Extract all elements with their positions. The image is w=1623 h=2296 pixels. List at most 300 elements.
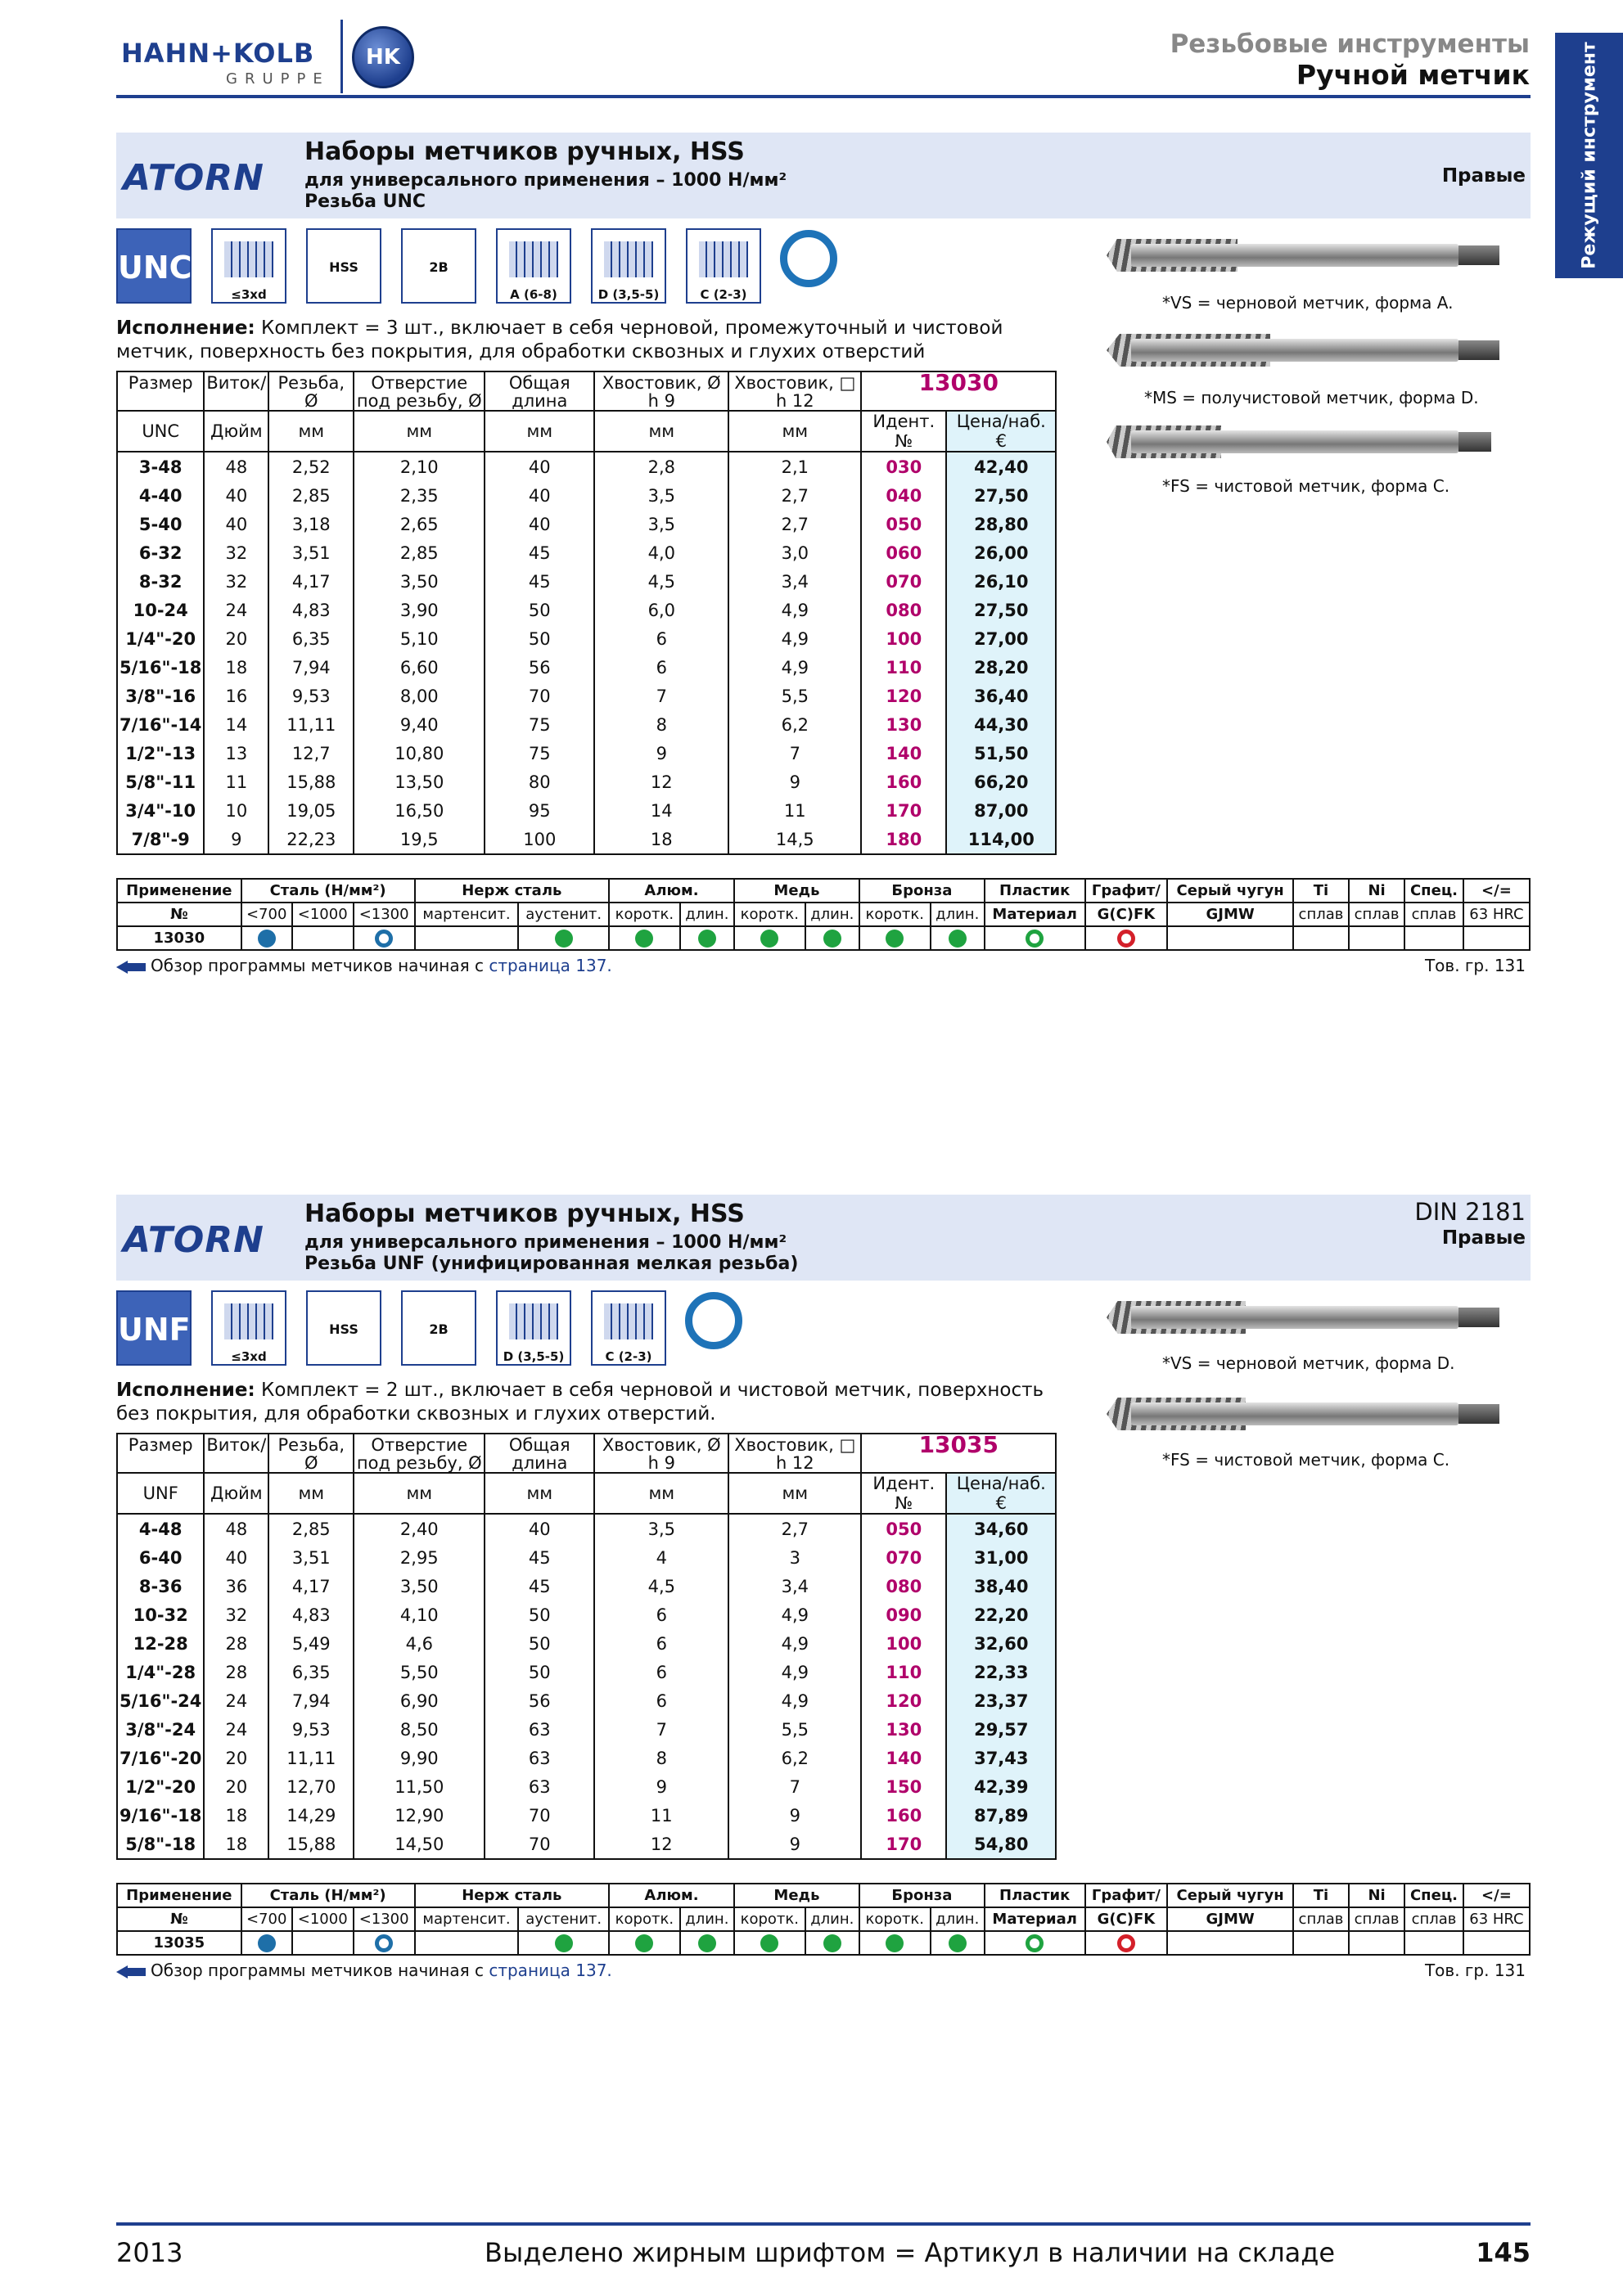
app-cell: [518, 926, 609, 950]
table-cell: 6: [594, 653, 728, 682]
caption-fs: *FS = чистовой метчик, форма C.: [1162, 1450, 1450, 1470]
page-number: 145: [1476, 2237, 1531, 2268]
table-row: [117, 682, 1056, 710]
depth-icon: [211, 228, 286, 304]
brand-name: HAHN+KOLB: [121, 38, 315, 69]
suitability-dot-icon: [886, 930, 904, 948]
table-cell: 5,5: [728, 1715, 861, 1744]
app-header: Применение: [117, 879, 241, 903]
table-cell: 14: [594, 796, 728, 825]
table-cell: 130: [861, 710, 946, 739]
app-subheader: длин.: [680, 903, 734, 926]
table-cell: 40: [485, 452, 594, 481]
table-cell: 9,53: [268, 1715, 354, 1744]
table-cell: 4,9: [728, 1629, 861, 1658]
table-cell: 87,89: [946, 1801, 1056, 1830]
table-cell: 95: [485, 796, 594, 825]
col-header: Размер: [117, 371, 204, 411]
app-header: Медь: [734, 879, 859, 903]
app-subheader: коротк.: [859, 903, 931, 926]
table-row: [117, 1514, 1056, 1543]
application-table: [116, 1883, 1531, 1956]
table-cell: 3/8"-16: [117, 682, 204, 710]
col-header: Общая длина: [485, 1434, 594, 1473]
table-row: [117, 1629, 1056, 1658]
tolerance-icon: 2B: [401, 1290, 476, 1366]
app-header: </=: [1463, 1884, 1530, 1907]
table-cell: 6,90: [354, 1686, 485, 1715]
unit-cell: мм: [594, 411, 728, 452]
app-subheader: <1300: [354, 1907, 415, 1931]
app-cell: [985, 926, 1085, 950]
suitability-dot-icon: [258, 1934, 276, 1952]
table-cell: 20: [204, 1772, 268, 1801]
page-link[interactable]: страница 137.: [489, 1961, 612, 1980]
unit-cell: мм: [268, 1473, 354, 1514]
table-cell: 2,35: [354, 481, 485, 510]
app-subheader: G(C)FK: [1085, 903, 1168, 926]
app-subheader: <700: [241, 1907, 292, 1931]
col-header: Хвостовик, □ h 12: [728, 1434, 861, 1473]
form-a-label: A (6-8): [510, 287, 557, 302]
col-header: Хвостовик, Ø h 9: [594, 371, 728, 411]
table-cell: 14,29: [268, 1801, 354, 1830]
app-cell: [1167, 926, 1293, 950]
depth-label: ≤3xd: [231, 287, 267, 302]
product-group: Тов. гр. 131: [1424, 956, 1526, 975]
tap-image-vs: [1107, 1301, 1499, 1334]
suitability-dot-icon: [698, 930, 716, 948]
table-cell: 6-40: [117, 1543, 204, 1572]
table-cell: 050: [861, 510, 946, 538]
table-cell: 4-40: [117, 481, 204, 510]
table-cell: 8: [594, 710, 728, 739]
table-cell: 75: [485, 739, 594, 768]
table-cell: 24: [204, 1715, 268, 1744]
unit-cell: мм: [354, 411, 485, 452]
table-cell: 28: [204, 1629, 268, 1658]
table-cell: 4,9: [728, 596, 861, 624]
table-cell: 3,5: [594, 510, 728, 538]
table-row: [117, 1600, 1056, 1629]
suitability-dot-icon: [635, 930, 653, 948]
unit-cell: мм: [485, 1473, 594, 1514]
product-subtitle: для универсального применения – 1000 Н/мм²: [304, 170, 787, 191]
group-number: 13035: [861, 1434, 1056, 1473]
app-header: Спец.: [1404, 1884, 1463, 1907]
app-header: Спец.: [1404, 879, 1463, 903]
app-subheader: <700: [241, 903, 292, 926]
table-cell: 56: [485, 653, 594, 682]
product-description: [116, 317, 1057, 364]
suitability-dot-icon: [1026, 930, 1044, 948]
table-cell: 5,50: [354, 1658, 485, 1686]
caption-vs: *VS = черновой метчик, форма A.: [1162, 293, 1454, 313]
table-cell: 6: [594, 624, 728, 653]
table-cell: 6,35: [268, 1658, 354, 1686]
app-subheader: Материал: [985, 1907, 1085, 1931]
brand-emblem: HK: [352, 26, 414, 88]
table-cell: 6: [594, 1658, 728, 1686]
suitability-dot-icon: [1026, 1934, 1044, 1952]
table-cell: 070: [861, 567, 946, 596]
table-cell: 2,7: [728, 481, 861, 510]
table-cell: 100: [861, 624, 946, 653]
table-cell: 9/16"-18: [117, 1801, 204, 1830]
table-row: [117, 510, 1056, 538]
table-cell: 130: [861, 1715, 946, 1744]
app-cell: [354, 1931, 415, 1955]
group-number: 13030: [861, 371, 1056, 411]
table-cell: 6: [594, 1629, 728, 1658]
table-cell: 40: [204, 1543, 268, 1572]
table-cell: 120: [861, 1686, 946, 1715]
table-cell: 2,95: [354, 1543, 485, 1572]
table-cell: 9: [728, 1801, 861, 1830]
brand-sub: GRUPPE: [226, 70, 330, 88]
app-header: Медь: [734, 1884, 859, 1907]
table-cell: 4,9: [728, 1686, 861, 1715]
tap-image-ms: [1107, 334, 1499, 367]
suitability-dot-icon: [698, 1934, 716, 1952]
product-direction: Правые: [1441, 165, 1526, 187]
table-cell: 48: [204, 1514, 268, 1543]
app-header: Сталь (Н/мм²): [241, 1884, 415, 1907]
suitability-dot-icon: [823, 1934, 841, 1952]
table-cell: 3,4: [728, 1572, 861, 1600]
table-cell: 20: [204, 1744, 268, 1772]
logo-divider: [340, 20, 343, 93]
table-cell: 140: [861, 739, 946, 768]
table-cell: 4,10: [354, 1600, 485, 1629]
app-cell: [1404, 1931, 1463, 1955]
app-cell: [241, 926, 292, 950]
table-cell: 9,40: [354, 710, 485, 739]
app-subheader: коротк.: [734, 1907, 805, 1931]
table-cell: 7/16"-14: [117, 710, 204, 739]
table-cell: 15,88: [268, 768, 354, 796]
table-cell: 34,60: [946, 1514, 1056, 1543]
table-cell: 3,50: [354, 567, 485, 596]
table-cell: 7: [728, 739, 861, 768]
table-cell: 19,05: [268, 796, 354, 825]
table-cell: 19,5: [354, 825, 485, 854]
table-cell: 40: [204, 481, 268, 510]
side-tab-label: Режущий инструмент: [1579, 42, 1599, 269]
table-cell: 9: [728, 1830, 861, 1859]
caption-fs: *FS = чистовой метчик, форма C.: [1162, 476, 1450, 496]
table-cell: 44,30: [946, 710, 1056, 739]
table-cell: 26,00: [946, 538, 1056, 567]
col-header: Отверстие под резьбу, Ø: [354, 1434, 485, 1473]
table-cell: 050: [861, 1514, 946, 1543]
table-cell: 9,53: [268, 682, 354, 710]
table-row: [117, 452, 1056, 481]
app-subheader: коротк.: [609, 1907, 680, 1931]
table-cell: 11: [594, 1801, 728, 1830]
table-cell: 5,49: [268, 1629, 354, 1658]
col-header: Хвостовик, □ h 12: [728, 371, 861, 411]
table-cell: 14: [204, 710, 268, 739]
unit-cell: мм: [728, 411, 861, 452]
app-cell: [805, 926, 859, 950]
table-cell: 11: [204, 768, 268, 796]
table-cell: 4: [594, 1543, 728, 1572]
table-cell: 22,23: [268, 825, 354, 854]
description-text: Комплект = 3 шт., включает в себя черновой, промежуточный и чистовой метчик, поверхность без покрытия, для обработки сквозных и глухих отверстий: [116, 317, 1003, 362]
thread-type-icon: UNC: [116, 228, 192, 304]
app-header: Применение: [117, 1884, 241, 1907]
table-row: [117, 1772, 1056, 1801]
suitability-dot-icon: [1117, 930, 1135, 948]
product-section-unc: [116, 133, 1531, 979]
table-cell: 18: [204, 653, 268, 682]
table-cell: 70: [485, 1830, 594, 1859]
table-cell: 42,39: [946, 1772, 1056, 1801]
table-cell: 75: [485, 710, 594, 739]
table-cell: 31,00: [946, 1543, 1056, 1572]
caption-ms: *MS = получистовой метчик, форма D.: [1144, 388, 1479, 407]
table-cell: 11: [728, 796, 861, 825]
app-cell: [1085, 1931, 1168, 1955]
table-cell: 3,51: [268, 1543, 354, 1572]
table-cell: 87,00: [946, 796, 1056, 825]
app-cell: [734, 1931, 805, 1955]
tap-image-fs: [1107, 1398, 1499, 1430]
app-cell: [859, 926, 931, 950]
unit-cell: мм: [594, 1473, 728, 1514]
footer-year: 2013: [116, 2237, 183, 2268]
header-subcategory: Ручной метчик: [1296, 59, 1530, 91]
suitability-dot-icon: [949, 930, 967, 948]
product-title: Наборы метчиков ручных, HSS: [304, 1200, 745, 1228]
table-cell: 140: [861, 1744, 946, 1772]
table-cell: 70: [485, 1801, 594, 1830]
table-cell: 100: [485, 825, 594, 854]
app-subheader: коротк.: [734, 903, 805, 926]
app-subheader: сплав: [1293, 903, 1349, 926]
unit-cell: UNF: [117, 1473, 204, 1514]
table-cell: 3: [728, 1543, 861, 1572]
table-cell: 1/2"-13: [117, 739, 204, 768]
app-cell: [609, 926, 680, 950]
overview-note: [116, 1961, 1531, 1983]
table-cell: 63: [485, 1744, 594, 1772]
suitability-dot-icon: [258, 930, 276, 948]
table-cell: 11,50: [354, 1772, 485, 1801]
table-cell: 56: [485, 1686, 594, 1715]
unit-cell: мм: [485, 411, 594, 452]
table-cell: 12,70: [268, 1772, 354, 1801]
table-cell: 3/8"-24: [117, 1715, 204, 1744]
table-row: [117, 596, 1056, 624]
app-subheader: №: [117, 903, 241, 926]
table-cell: 63: [485, 1715, 594, 1744]
depth-label: ≤3xd: [231, 1349, 267, 1364]
table-cell: 40: [204, 510, 268, 538]
app-header: Сталь (Н/мм²): [241, 879, 415, 903]
app-header: Нерж сталь: [415, 1884, 609, 1907]
table-cell: 5-40: [117, 510, 204, 538]
table-cell: 2,1: [728, 452, 861, 481]
table-cell: 040: [861, 481, 946, 510]
table-row: [117, 796, 1056, 825]
table-cell: 8: [594, 1744, 728, 1772]
unit-cell: Идент. №: [861, 411, 946, 452]
col-header: Резьба, Ø: [268, 371, 354, 411]
table-cell: 54,80: [946, 1830, 1056, 1859]
app-subheader: аустенит.: [518, 903, 609, 926]
table-cell: 20: [204, 624, 268, 653]
table-cell: 3,4: [728, 567, 861, 596]
app-subheader: <1000: [292, 1907, 354, 1931]
table-cell: 5/8"-11: [117, 768, 204, 796]
app-header: </=: [1463, 879, 1530, 903]
table-row: [117, 1686, 1056, 1715]
table-cell: 38,40: [946, 1572, 1056, 1600]
table-cell: 2,65: [354, 510, 485, 538]
form-c-label: C (2-3): [605, 1349, 652, 1364]
app-cell: [931, 1931, 985, 1955]
app-cell: [1463, 926, 1530, 950]
description-label: Исполнение:: [116, 317, 255, 339]
footer-rule: [116, 2222, 1531, 2226]
table-cell: 13: [204, 739, 268, 768]
table-cell: 10-32: [117, 1600, 204, 1629]
product-subtitle: для универсального применения – 1000 Н/мм²: [304, 1232, 787, 1253]
table-row: [117, 1658, 1056, 1686]
table-cell: 114,00: [946, 825, 1056, 854]
suitability-dot-icon: [375, 1934, 393, 1952]
app-cell: [415, 1931, 519, 1955]
atorn-logo: ATORN: [123, 157, 264, 199]
table-row: [117, 481, 1056, 510]
col-header: Хвостовик, Ø h 9: [594, 1434, 728, 1473]
form-d-label: D (3,5-5): [503, 1349, 565, 1364]
table-cell: 030: [861, 452, 946, 481]
product-direction: Правые: [1441, 1227, 1526, 1249]
note-text: Обзор программы метчиков начиная с: [151, 1961, 484, 1980]
table-cell: 2,7: [728, 510, 861, 538]
table-cell: 3,51: [268, 538, 354, 567]
side-tab[interactable]: [1555, 33, 1623, 278]
table-cell: 4,9: [728, 1600, 861, 1629]
unit-cell: Дюйм: [204, 411, 268, 452]
table-cell: 26,10: [946, 567, 1056, 596]
suitability-dot-icon: [555, 930, 573, 948]
arrow-bar-icon: [128, 963, 146, 971]
ring-icon: [771, 228, 846, 304]
table-cell: 4,83: [268, 596, 354, 624]
table-cell: 7: [594, 682, 728, 710]
app-subheader: аустенит.: [518, 1907, 609, 1931]
table-row: [117, 768, 1056, 796]
app-cell: [931, 926, 985, 950]
table-cell: 6: [594, 1600, 728, 1629]
table-cell: 5,10: [354, 624, 485, 653]
app-subheader: сплав: [1404, 1907, 1463, 1931]
table-cell: 14,50: [354, 1830, 485, 1859]
app-subheader: Материал: [985, 903, 1085, 926]
table-cell: 180: [861, 825, 946, 854]
app-header: Пластик: [985, 879, 1085, 903]
table-cell: 6,35: [268, 624, 354, 653]
table-cell: 6,2: [728, 1744, 861, 1772]
table-cell: 3,5: [594, 1514, 728, 1543]
table-cell: 4,9: [728, 1658, 861, 1686]
table-row: [117, 624, 1056, 653]
table-cell: 10-24: [117, 596, 204, 624]
col-header: Отверстие под резьбу, Ø: [354, 371, 485, 411]
table-cell: 9: [728, 768, 861, 796]
product-title: Наборы метчиков ручных, HSS: [304, 137, 745, 166]
table-cell: 3,90: [354, 596, 485, 624]
form-c-label: C (2-3): [700, 287, 747, 302]
table-cell: 28: [204, 1658, 268, 1686]
table-cell: 9: [204, 825, 268, 854]
table-cell: 3,5: [594, 481, 728, 510]
app-subheader: №: [117, 1907, 241, 1931]
table-cell: 24: [204, 596, 268, 624]
col-header: Виток/: [204, 1434, 268, 1473]
col-header: Виток/: [204, 371, 268, 411]
table-cell: 2,85: [268, 1514, 354, 1543]
app-cell: [1085, 926, 1168, 950]
table-cell: 28,20: [946, 653, 1056, 682]
table-cell: 2,52: [268, 452, 354, 481]
table-cell: 4,5: [594, 567, 728, 596]
page-link[interactable]: страница 137.: [489, 956, 612, 975]
table-row: [117, 1543, 1056, 1572]
table-cell: 6,2: [728, 710, 861, 739]
col-header: Размер: [117, 1434, 204, 1473]
table-cell: 170: [861, 1830, 946, 1859]
app-subheader: GJMW: [1167, 903, 1293, 926]
app-cell: [1293, 926, 1349, 950]
suitability-dot-icon: [555, 1934, 573, 1952]
app-cell: [1463, 1931, 1530, 1955]
app-cell: [292, 1931, 354, 1955]
description-label: Исполнение:: [116, 1380, 255, 1401]
app-subheader: сплав: [1349, 1907, 1404, 1931]
table-cell: 12-28: [117, 1629, 204, 1658]
table-cell: 51,50: [946, 739, 1056, 768]
arrow-bar-icon: [128, 1968, 146, 1976]
app-cell: [680, 1931, 734, 1955]
table-cell: 9: [594, 1772, 728, 1801]
app-cell: [241, 1931, 292, 1955]
table-cell: 11,11: [268, 1744, 354, 1772]
table-cell: 6,0: [594, 596, 728, 624]
note-text: Обзор программы метчиков начиная с: [151, 956, 484, 975]
app-cell: [415, 926, 519, 950]
table-cell: 50: [485, 1658, 594, 1686]
table-cell: 8-32: [117, 567, 204, 596]
app-subheader: коротк.: [609, 903, 680, 926]
application-table: [116, 878, 1531, 951]
spec-table: [116, 1433, 1057, 1860]
unit-cell: UNC: [117, 411, 204, 452]
table-cell: 7: [594, 1715, 728, 1744]
table-cell: 3/4"-10: [117, 796, 204, 825]
table-cell: 080: [861, 596, 946, 624]
table-cell: 40: [485, 1514, 594, 1543]
col-header: Общая длина: [485, 371, 594, 411]
tap-image-fs: [1107, 425, 1499, 458]
app-number: 13030: [117, 926, 241, 950]
table-cell: 12,90: [354, 1801, 485, 1830]
table-cell: 7: [728, 1772, 861, 1801]
